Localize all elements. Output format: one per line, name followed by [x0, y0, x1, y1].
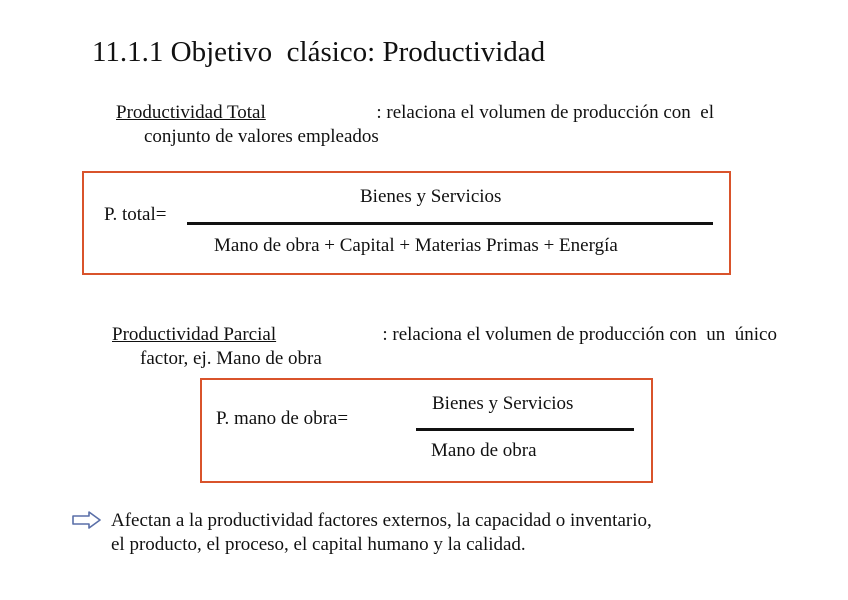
- note: [111, 509, 791, 557]
- total-formula-label: P. total=: [104, 204, 167, 225]
- right-arrow-icon: [72, 511, 102, 529]
- partial-definition-line2: factor, ej. Mano de obra: [140, 348, 322, 369]
- total-formula-box: [82, 171, 731, 275]
- total-denominator: Mano de obra + Capital + Materias Primas + Energía: [214, 235, 618, 256]
- partial-definition: [112, 323, 777, 371]
- partial-numerator: Bienes y Servicios: [432, 393, 574, 414]
- partial-formula-label: P. mano de obra=: [216, 408, 349, 429]
- total-definition: [116, 101, 714, 149]
- total-fraction-bar: [187, 222, 713, 225]
- partial-definition-line1: : relaciona el volumen de producción con un único: [382, 324, 777, 345]
- partial-denominator: Mano de obra: [431, 440, 537, 461]
- page-title: 11.1.1 Objetivo clásico: Productividad: [92, 36, 546, 68]
- total-definition-line1: : relaciona el volumen de producción con el: [376, 102, 714, 123]
- partial-term: Productividad Parcial: [112, 324, 277, 345]
- total-definition-line2: conjunto de valores empleados: [144, 126, 379, 147]
- partial-fraction-bar: [416, 428, 634, 431]
- partial-formula-box: [200, 378, 653, 483]
- note-line2: el producto, el proceso, el capital humano y la calidad.: [111, 534, 526, 555]
- total-numerator: Bienes y Servicios: [360, 186, 502, 207]
- note-line1: Afectan a la productividad factores externos, la capacidad o inventario,: [111, 510, 652, 531]
- total-term: Productividad Total: [116, 102, 266, 123]
